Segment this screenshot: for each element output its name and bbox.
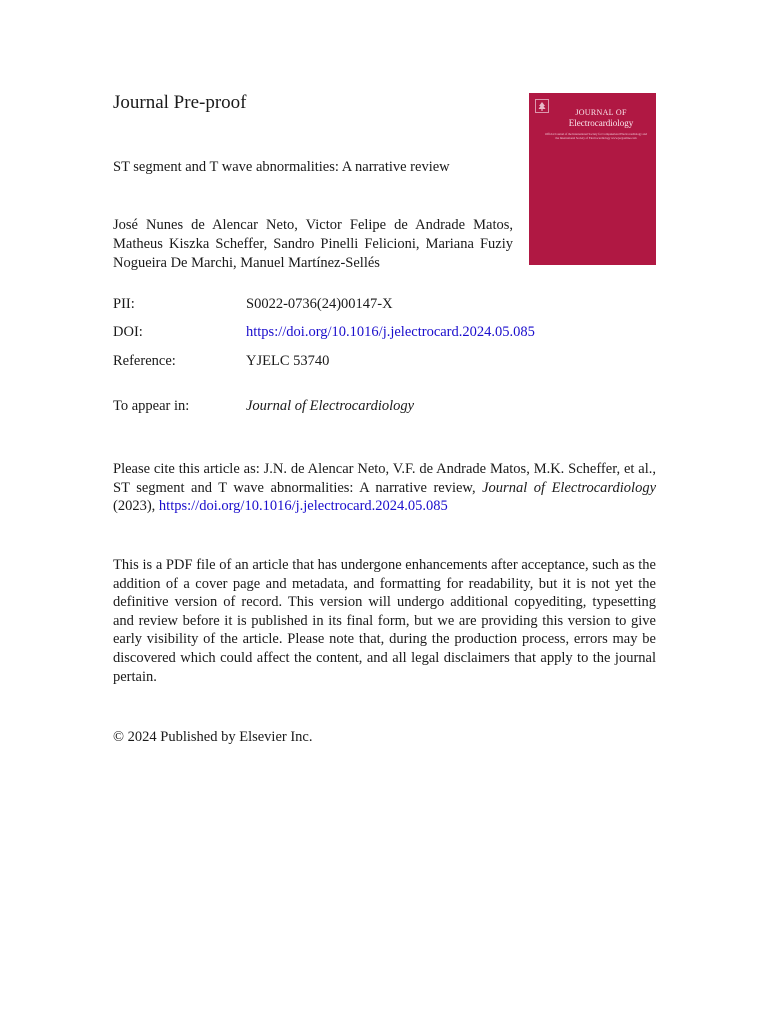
appear-label: To appear in:: [113, 398, 190, 414]
reference-label: Reference:: [113, 353, 176, 369]
citation-journal: Journal of Electrocardiology: [482, 479, 657, 496]
disclaimer-paragraph: This is a PDF file of an article that has undergone enhancements after acceptance, such as the addition of a cover page and metadata, and formatting for readability, but it is not yet the definitive version of record. This version will undergo additional copyediting, typesetting and review before it is published in its final form, but we are providing this version to give early visibility of the article. Please note that, during the production process, errors may be discovered which could affect the content, and all legal disclaimers that apply to the journal pertain.: [113, 557, 656, 685]
cover-journal-name: [549, 107, 653, 129]
cover-subtitle: Official Journal of the International Society for Computerized Electrocardiology and the International Society of Electrocardiology www.jecgonline.com: [545, 132, 647, 140]
journal-cover: [529, 93, 656, 265]
pii-value: S0022-0736(24)00147-X: [246, 296, 393, 312]
pii-label: PII:: [113, 296, 135, 312]
citation-paragraph: [113, 460, 656, 516]
elsevier-tree-icon: [535, 99, 549, 113]
cover-journal-small: JOURNAL OF: [575, 108, 627, 117]
page-heading: Journal Pre-proof: [113, 92, 247, 113]
reference-value: YJELC 53740: [246, 353, 330, 369]
appear-value: Journal of Electrocardiology: [246, 398, 415, 414]
citation-prefix: Please cite this article as: J.N. de Alencar Neto, V.F. de Andrade Matos, M.K. Scheffer, et al., ST segment and T wave abnormalities: A narrative review,: [113, 461, 656, 496]
citation-doi-link[interactable]: https://doi.org/10.1016/j.jelectrocard.2024.05.085: [158, 498, 448, 515]
citation-year: (2023),: [113, 498, 159, 515]
copyright-notice: © 2024 Published by Elsevier Inc.: [113, 729, 313, 745]
doi-label: DOI:: [113, 324, 143, 340]
cover-journal-title: Electrocardiology: [568, 118, 634, 128]
doi-link[interactable]: https://doi.org/10.1016/j.jelectrocard.2024.05.085: [246, 324, 535, 340]
author-list: José Nunes de Alencar Neto, Victor Felipe de Andrade Matos, Matheus Kiszka Scheffer, Sandro Pinelli Felicioni, Mariana Fuziy Nogueira De Marchi, Manuel Martínez-Sellés: [113, 217, 513, 271]
article-title: ST segment and T wave abnormalities: A narrative review: [113, 159, 450, 175]
